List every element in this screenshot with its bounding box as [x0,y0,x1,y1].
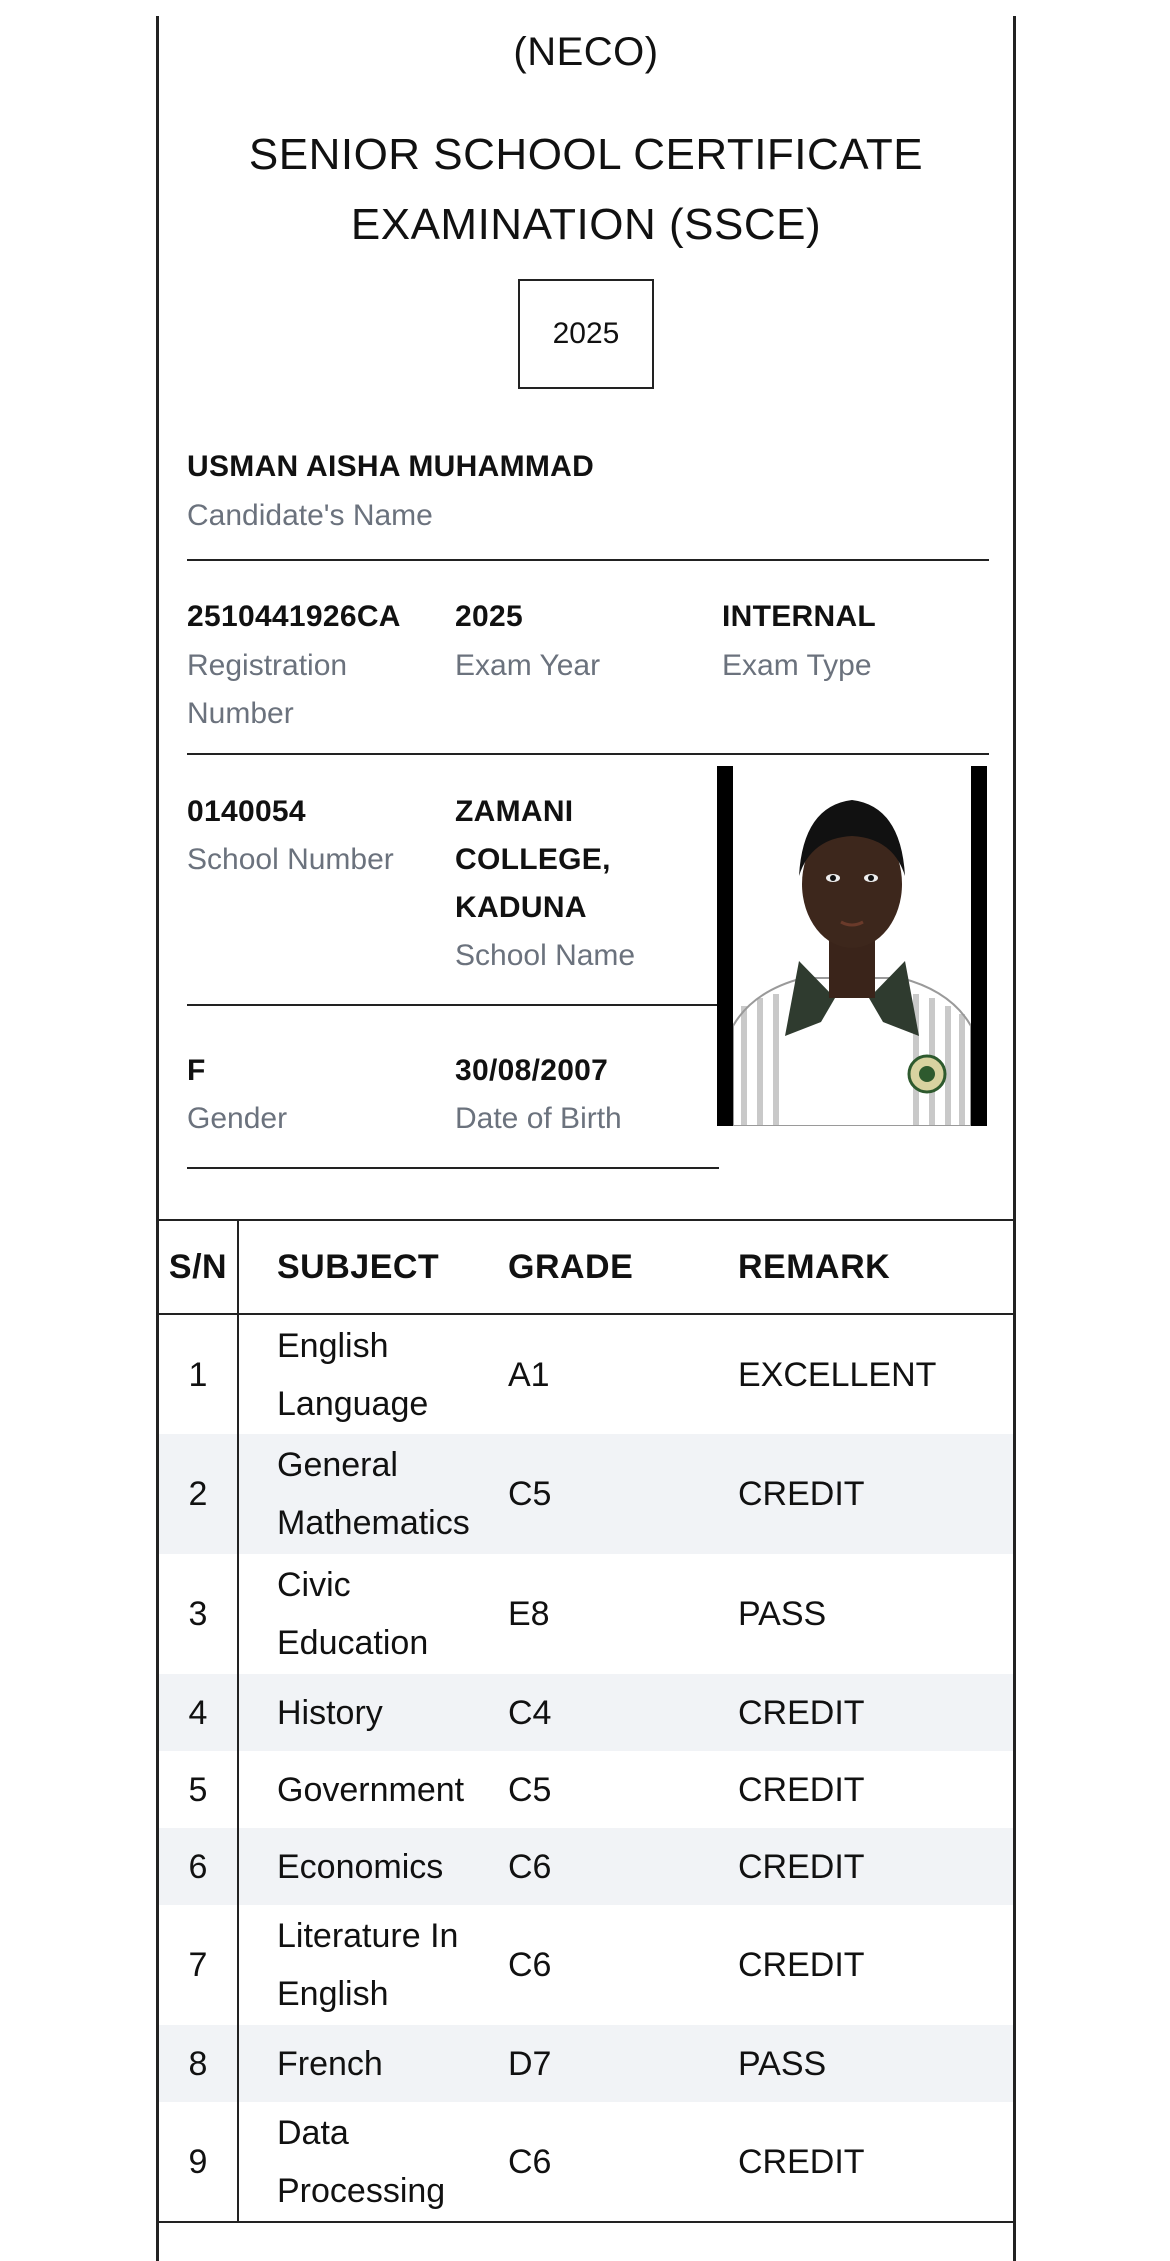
row-sn: 2 [159,1434,238,1554]
candidate-name-label: Candidate's Name [187,499,433,532]
school-name-label: School Name [455,939,636,972]
column-header-grade: GRADE [508,1220,738,1314]
title-line-2: EXAMINATION (SSCE) [350,200,822,249]
row-sn: 4 [159,1674,238,1751]
row-subject: Economics [238,1828,508,1905]
row-grade: C6 [508,2102,738,2222]
row-sn: 9 [159,2102,238,2222]
row-subject: Civic Education [277,1566,429,1662]
exam-type: INTERNAL [722,600,877,633]
row-sn: 7 [159,1905,238,2025]
date-of-birth-label: Date of Birth [455,1102,622,1135]
row-remark: PASS [738,2025,1013,2102]
column-header-subject: SUBJECT [238,1220,508,1314]
date-of-birth: 30/08/2007 [455,1054,609,1087]
row-grade: C6 [508,1946,552,1984]
row-sn: 1 [159,1314,238,1434]
divider [187,753,989,755]
exam-year: 2025 [455,600,523,633]
registration-number: 2510441926CA [187,600,401,633]
table-row [159,1434,1013,1554]
row-grade: C4 [508,1674,738,1751]
column-header-remark: REMARK [738,1220,1013,1314]
row-remark: CREDIT [738,1434,1013,1554]
gender-label: Gender [187,1102,288,1135]
table-row [159,1554,1013,1674]
table-row [159,1674,1013,1751]
results-table [159,1219,1013,2223]
page-title [159,120,1013,260]
divider [187,1167,719,1169]
row-remark: CREDIT [738,2102,1013,2222]
row-subject: English Language [277,1326,429,1423]
row-subject: Data Processing [238,2102,508,2222]
row-subject: Literature In English [277,1917,459,2013]
row-grade: E8 [508,1595,550,1633]
table-row [159,1314,1013,1434]
row-grade: D7 [508,2025,738,2102]
title-line-1: SENIOR SCHOOL CERTIFICATE [248,130,924,179]
row-remark: EXCELLENT [738,1355,937,1394]
row-remark: PASS [738,1595,827,1633]
exam-year-label: Exam Year [455,649,601,682]
table-row [159,1828,1013,1905]
divider [187,1004,719,1006]
column-header-sn: S/N [159,1220,238,1314]
school-number-label: School Number [187,843,394,876]
table-row [159,1751,1013,1828]
result-card [156,16,1016,2261]
candidate-name: USMAN AISHA MUHAMMAD [187,450,595,483]
year-badge: 2025 [518,279,654,389]
table-row [159,2102,1013,2222]
table-row [159,1905,1013,2025]
row-subject: Government [277,1770,465,1809]
registration-number-label: Registration Number [187,649,348,730]
exam-type-label: Exam Type [722,649,872,682]
row-subject: General Mathematics [238,1434,508,1554]
exam-body-heading: (NECO) [513,30,659,74]
row-subject: French [238,2025,508,2102]
row-subject: History [238,1674,508,1751]
row-sn: 6 [159,1828,238,1905]
row-grade: C6 [508,1828,738,1905]
table-header-row [159,1220,1013,1314]
row-sn: 8 [159,2025,238,2102]
row-sn: 5 [159,1751,238,1828]
row-remark: CREDIT [738,1770,865,1809]
row-grade: C5 [508,1434,738,1554]
row-grade: A1 [508,1355,550,1394]
row-remark: CREDIT [738,1828,1013,1905]
gender-value: F [187,1054,206,1087]
divider [187,559,989,561]
school-number: 0140054 [187,795,306,828]
table-row [159,2025,1013,2102]
row-remark: CREDIT [738,1946,865,1984]
row-sn: 3 [159,1554,238,1674]
school-name: ZAMANI COLLEGE, KADUNA [455,795,611,924]
row-grade: C5 [508,1770,552,1809]
candidate-photo [717,766,987,1126]
row-remark: CREDIT [738,1674,1013,1751]
